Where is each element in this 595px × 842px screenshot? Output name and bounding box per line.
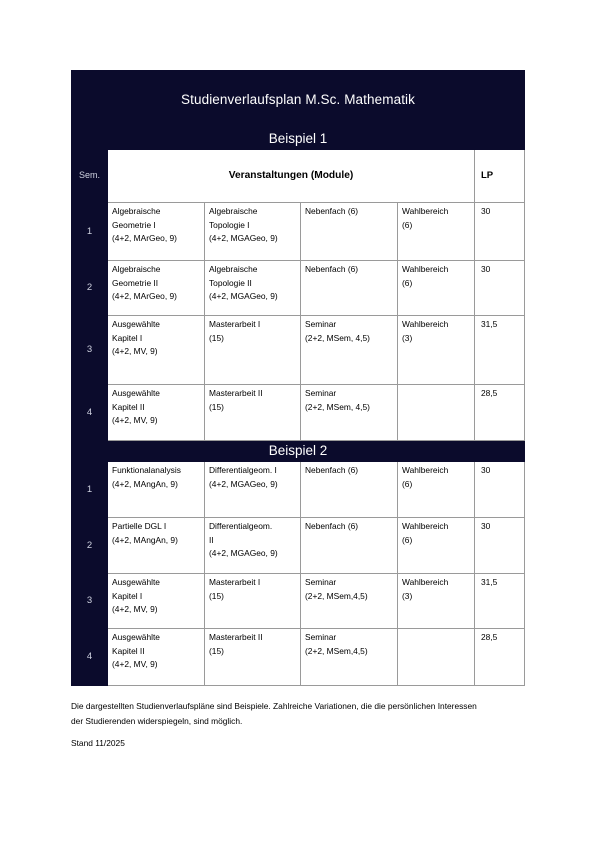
- credit-points: 30: [475, 261, 525, 316]
- semester-number: 2: [72, 518, 108, 574]
- credit-points: 28,5: [475, 385, 525, 441]
- module-cell: Ausgewählte Kapitel II (4+2, MV, 9): [108, 385, 205, 441]
- table-row: [72, 316, 525, 385]
- module-cell: Differentialgeom. I (4+2, MGAGeo, 9): [205, 462, 301, 518]
- module-cell: Masterarbeit I (15): [205, 316, 301, 385]
- example-1-heading: Beispiel 1: [72, 129, 525, 150]
- module-cell: Algebraische Topologie II (4+2, MGAGeo, 9): [205, 261, 301, 316]
- module-cell: Masterarbeit II (15): [205, 629, 301, 686]
- module-cell: Wahlbereich (6): [398, 518, 475, 574]
- module-cell: Nebenfach (6): [301, 518, 398, 574]
- module-cell: [398, 385, 475, 441]
- credit-points: 31,5: [475, 316, 525, 385]
- module-cell: Algebraische Topologie I (4+2, MGAGeo, 9): [205, 203, 301, 261]
- semester-number: 1: [72, 462, 108, 518]
- table-row: [72, 385, 525, 441]
- module-cell: Partielle DGL I (4+2, MAngAn, 9): [108, 518, 205, 574]
- lp-column-header: LP: [475, 150, 525, 203]
- table-row: [72, 574, 525, 629]
- revision-date: Stand 11/2025: [71, 738, 125, 748]
- table-row: [72, 629, 525, 686]
- module-cell: Wahlbereich (6): [398, 462, 475, 518]
- semester-number: 3: [72, 574, 108, 629]
- module-cell: Wahlbereich (6): [398, 261, 475, 316]
- module-cell: Ausgewählte Kapitel I (4+2, MV, 9): [108, 316, 205, 385]
- module-cell: Differentialgeom. II (4+2, MGAGeo, 9): [205, 518, 301, 574]
- module-cell: Seminar (2+2, MSem,4,5): [301, 629, 398, 686]
- credit-points: 31,5: [475, 574, 525, 629]
- table-row: [72, 203, 525, 261]
- module-cell: [398, 629, 475, 686]
- credit-points: 30: [475, 518, 525, 574]
- module-cell: Seminar (2+2, MSem, 4,5): [301, 385, 398, 441]
- module-cell: Funktionalanalysis (4+2, MAngAn, 9): [108, 462, 205, 518]
- module-cell: Ausgewählte Kapitel II (4+2, MV, 9): [108, 629, 205, 686]
- module-cell: Wahlbereich (3): [398, 574, 475, 629]
- module-cell: Seminar (2+2, MSem,4,5): [301, 574, 398, 629]
- credit-points: 30: [475, 462, 525, 518]
- module-cell: Nebenfach (6): [301, 203, 398, 261]
- module-cell: Nebenfach (6): [301, 261, 398, 316]
- module-cell: Ausgewählte Kapitel I (4+2, MV, 9): [108, 574, 205, 629]
- credit-points: 30: [475, 203, 525, 261]
- module-cell: Wahlbereich (6): [398, 203, 475, 261]
- semester-number: 1: [72, 203, 108, 261]
- example-2-rows: [72, 462, 525, 686]
- module-cell: Masterarbeit I (15): [205, 574, 301, 629]
- example-1-rows: [72, 203, 525, 441]
- study-plan-table: [71, 70, 525, 686]
- semester-number: 4: [72, 629, 108, 686]
- module-cell: Nebenfach (6): [301, 462, 398, 518]
- table-row: [72, 261, 525, 316]
- module-cell: Seminar (2+2, MSem, 4,5): [301, 316, 398, 385]
- semester-number: 4: [72, 385, 108, 441]
- semester-number: 2: [72, 261, 108, 316]
- example-2-heading: Beispiel 2: [72, 441, 525, 462]
- credit-points: 28,5: [475, 629, 525, 686]
- module-cell: Masterarbeit II (15): [205, 385, 301, 441]
- footnote: Die dargestellten Studienverlaufspläne sind Beispiele. Zahlreiche Variationen, die die persönlichen Interessen der Studierenden widerspiegeln, sind möglich.: [71, 701, 477, 726]
- semester-number: 3: [72, 316, 108, 385]
- module-cell: Algebraische Geometrie II (4+2, MArGeo, 9): [108, 261, 205, 316]
- page-title: Studienverlaufsplan M.Sc. Mathematik: [72, 71, 525, 129]
- table-row: [72, 518, 525, 574]
- table-row: [72, 462, 525, 518]
- module-cell: Algebraische Geometrie I (4+2, MArGeo, 9): [108, 203, 205, 261]
- modules-column-header: Veranstaltungen (Module): [108, 150, 475, 203]
- module-cell: Wahlbereich (3): [398, 316, 475, 385]
- sem-column-header: Sem.: [72, 150, 108, 203]
